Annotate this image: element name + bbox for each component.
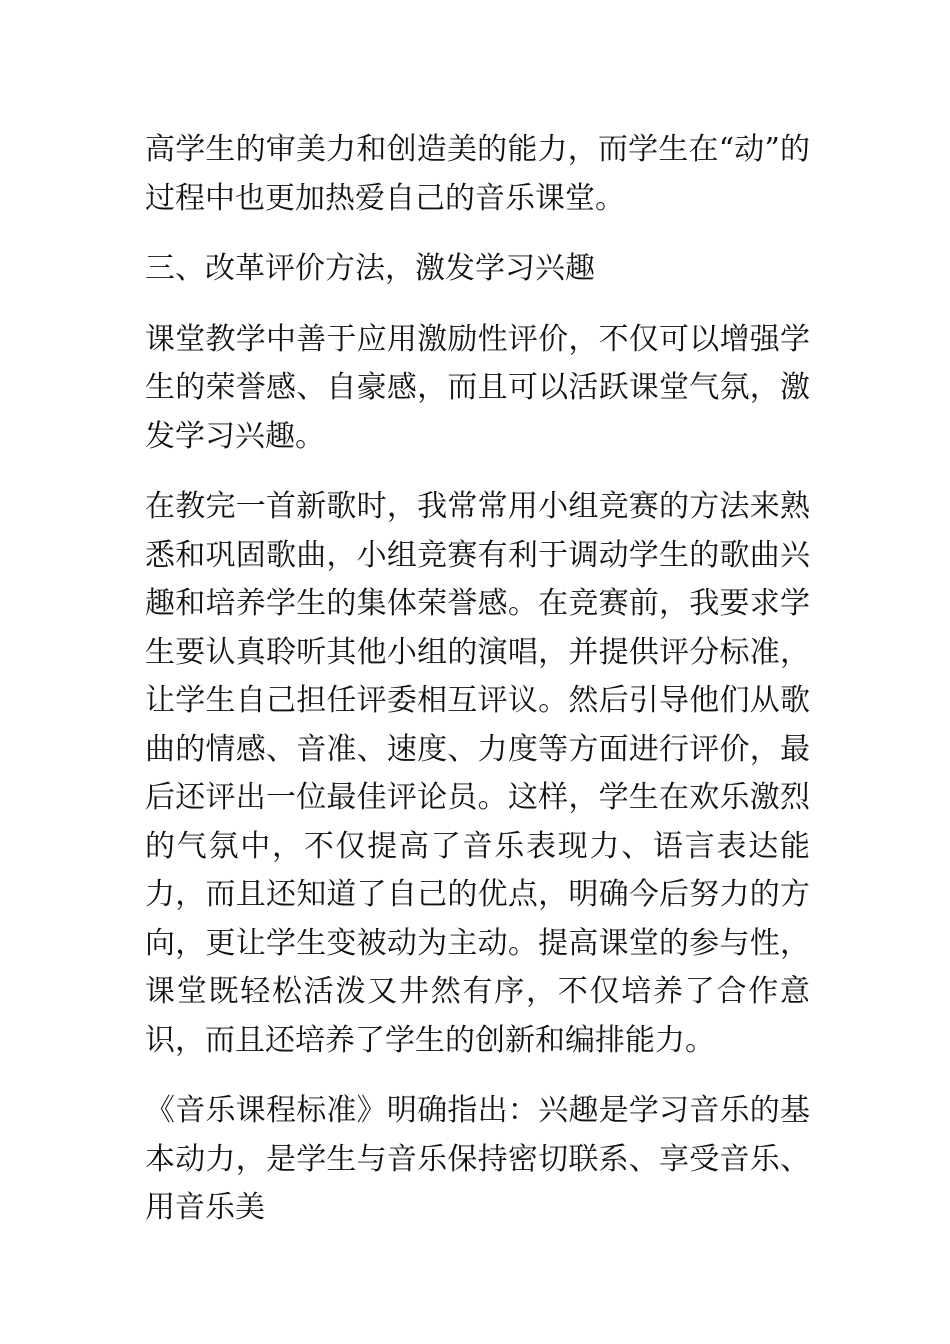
paragraph-group-competition: 在教完一首新歌时，我常常用小组竞赛的方法来熟悉和巩固歌曲，小组竞赛有利于调动学生的歌曲兴趣和培养学生的集体荣誉感。在竞赛前，我要求学生要认真聆听其他小组的演唱，并提供评分标准，让学生自己担任评委相互评议。然后引导他们从歌曲的情感、音准、速度、力度等方面进行评价，最后还评出一位最佳评论员。这样，学生在欢乐激烈的气氛中，不仅提高了音乐表现力、语言表达能力，而且还知道了自己的优点，明确今后努力的方向，更让学生变被动为主动。提高课堂的参与性，课堂既轻松活泼又井然有序，不仅培养了合作意识，而且还培养了学生的创新和编排能力。 bbox=[145, 489, 810, 1058]
paragraph-continuation: 高学生的审美力和创造美的能力，而学生在“动”的过程中也更加热爱自己的音乐课堂。 bbox=[145, 132, 810, 216]
section-heading: 三、改革评价方法，激发学习兴趣 bbox=[145, 251, 595, 286]
paragraph-evaluation-intro: 课堂教学中善于应用激励性评价，不仅可以增强学生的荣誉感、自豪感，而且可以活跃课堂气氛，激发学习兴趣。 bbox=[145, 321, 810, 454]
paragraph-curriculum-standard: 《音乐课程标准》明确指出：兴趣是学习音乐的基本动力，是学生与音乐保持密切联系、享受音乐、用音乐美 bbox=[145, 1093, 810, 1225]
document-body bbox=[145, 126, 810, 1255]
